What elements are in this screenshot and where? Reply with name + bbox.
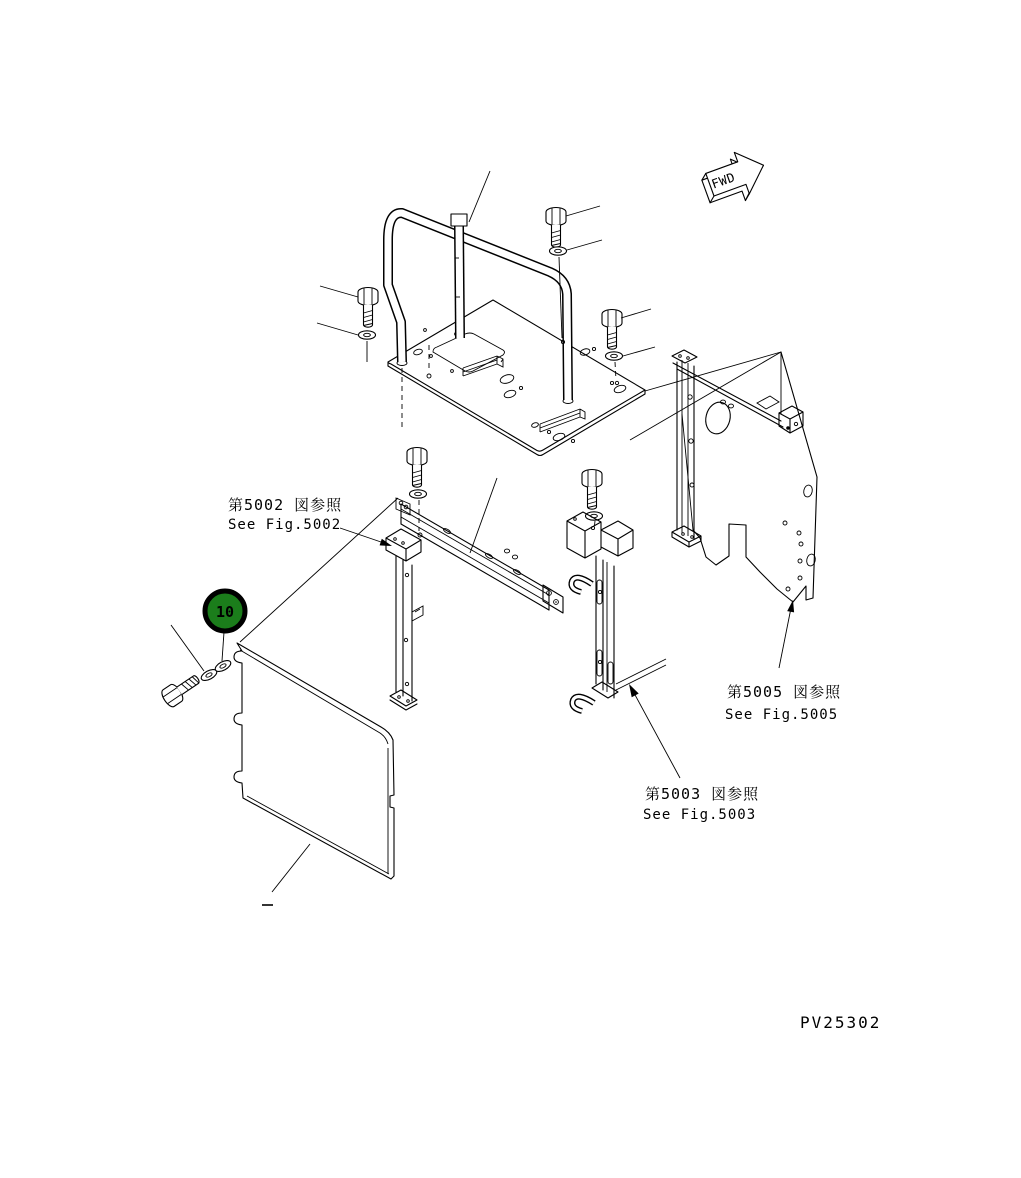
fwd-direction-arrow bbox=[697, 145, 773, 213]
hinge-frame-5003 bbox=[567, 512, 666, 711]
door-leader-line bbox=[272, 844, 310, 892]
door-panel bbox=[234, 643, 394, 905]
drawing-number: PV25302 bbox=[800, 1013, 882, 1032]
bolt-left bbox=[317, 286, 378, 362]
bolt-right bbox=[602, 309, 655, 385]
ref-5003-jp: 第5003 図参照 bbox=[645, 785, 760, 803]
bolt-brace bbox=[407, 448, 427, 538]
ref-5005-jp: 第5005 図参照 bbox=[727, 683, 842, 701]
ref-5003-arrowhead-icon bbox=[629, 684, 639, 697]
fwd-label: FWD bbox=[709, 169, 738, 192]
frame-post-5002 bbox=[386, 529, 423, 710]
handle-rail bbox=[388, 171, 573, 404]
ref-5002-en: See Fig.5002 bbox=[228, 517, 342, 533]
ref-fig5005 bbox=[725, 600, 841, 723]
ref-5005-arrowhead-icon bbox=[787, 600, 794, 612]
ref-5002-jp: 第5002 図参照 bbox=[228, 496, 343, 514]
ref-fig5002 bbox=[228, 496, 392, 546]
callout-number: 10 bbox=[215, 603, 235, 621]
part-callout-10[interactable] bbox=[205, 591, 245, 661]
ref-fig5003 bbox=[629, 684, 759, 823]
handle-leader-line bbox=[469, 171, 490, 222]
side-panel-5005 bbox=[672, 350, 817, 602]
hinge-bolt-group bbox=[159, 625, 232, 709]
ref-5003-en: See Fig.5003 bbox=[643, 807, 757, 823]
cross-brace-bar bbox=[396, 498, 563, 613]
ref-5005-en: See Fig.5005 bbox=[725, 707, 839, 723]
